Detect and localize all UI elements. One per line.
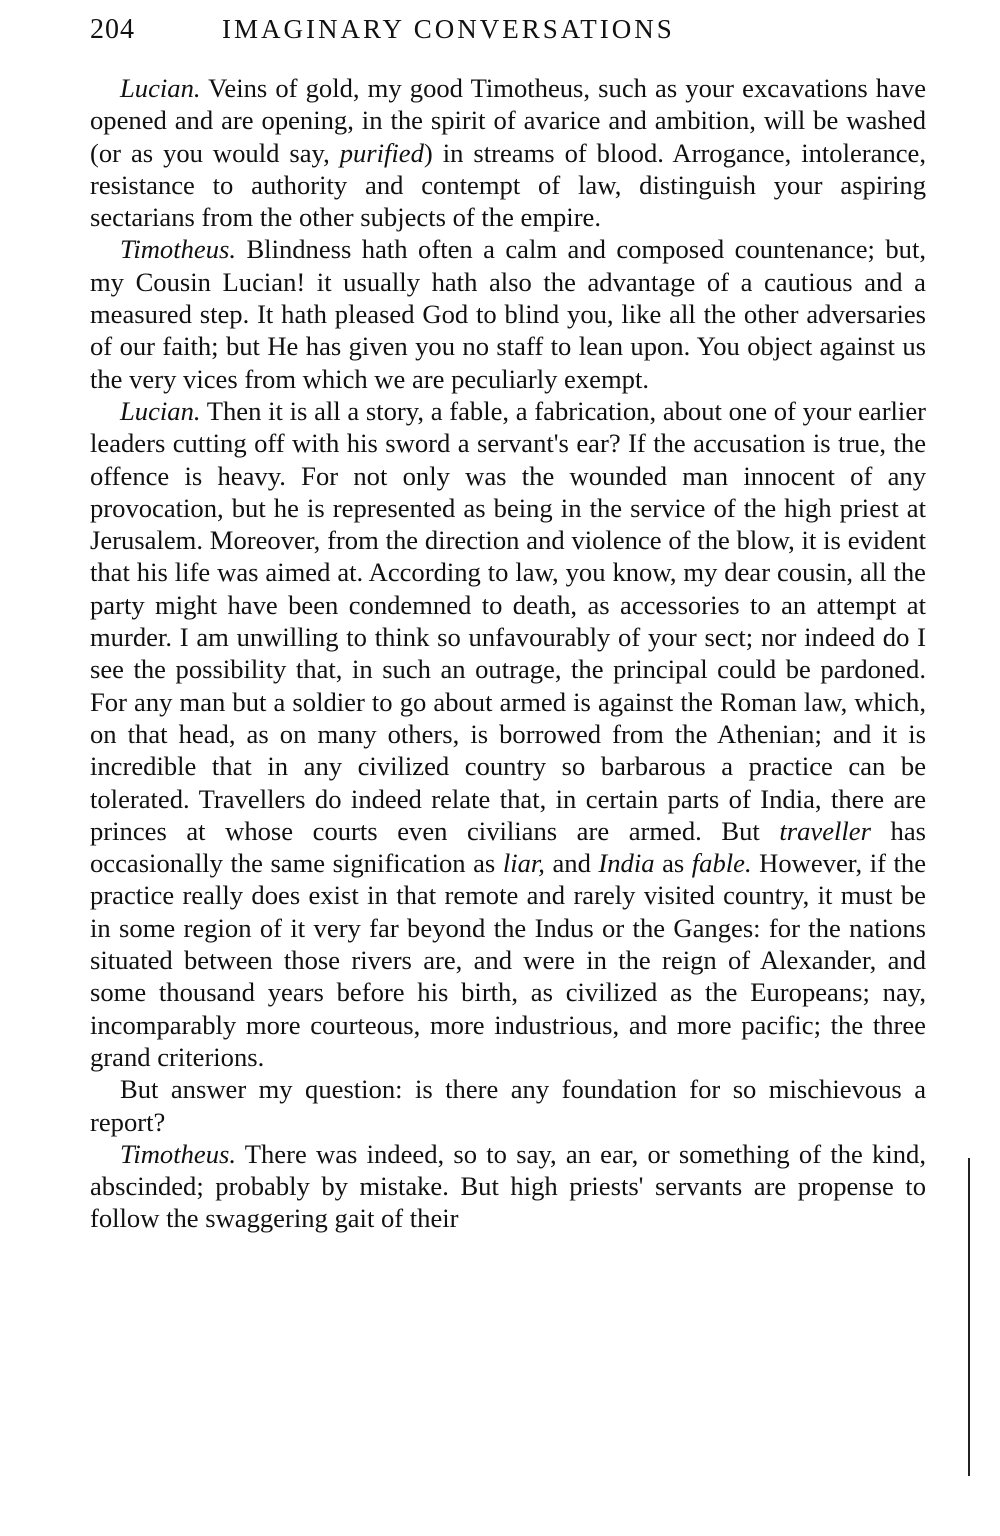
margin-rule: [968, 1158, 970, 1476]
paragraph-text: But answer my question: is there any foundation for so mischievous a report?: [90, 1074, 926, 1137]
paragraph-lucian-1: [90, 72, 926, 233]
paragraph-text: Then it is all a story, a fable, a fabrication, about one of your earlier leaders cutting off with his sword a servant's ear? If the accusation is true, the offence is heavy. For not only was the wounded man innocent of any provocation, but he is represented as being in the service of the high priest at Jerusalem. Moreover, from the direction and violence of the blow, it is evident that his life was aimed at. According to law, you know, my dear cousin, all the party might have been condemned to death, as accessories to an attempt at murder. I am unwilling to think so unfavourably of your sect; nor indeed do I see the possibility that, in such an outrage, the principal could be pardoned. For any man but a soldier to go about armed is against the Roman law, which, on that head, as on many others, is borrowed from the Athenian; and it is incredible that in any civilized country so barbarous a practice can be tolerated. Travellers do indeed relate that, in certain parts of India, there are princes at whose courts even civilians are armed. But: [90, 395, 926, 846]
paragraph-lucian-question: [90, 1073, 926, 1138]
body-text: [90, 72, 926, 1235]
speaker-name: Lucian.: [120, 73, 201, 103]
paragraph-text: Blindness hath often a calm and composed countenance; but, my Cousin Lucian! it usually hath also the advantage of a cautious and a measured step. It hath pleased God to blind you, like all the other adversaries of our faith; but He has given you no staff to lean upon. You object against us the very vices from which we are peculiarly exempt.: [90, 234, 926, 394]
paragraph-text: as: [654, 848, 692, 879]
emphasis-text: purified: [339, 137, 424, 168]
paragraph-text: and: [544, 848, 599, 879]
emphasis-text: traveller: [779, 815, 871, 846]
paragraph-text: ) in streams of blood. Arrogance, intolerance, resistance to authority and contempt of law, distinguish your aspiring sectarians from the other subjects of the empire.: [90, 137, 926, 233]
page-header: [90, 14, 926, 60]
emphasis-text: India: [598, 848, 655, 879]
speaker-name: Timotheus.: [120, 234, 236, 265]
paragraph-text: Veins of gold, my good Timotheus, such as your excavations have opened and are opening, in the spirit of avarice and ambition, will be washed (or as you would say,: [90, 73, 926, 168]
paragraph-text: However, if the practice really does exist in that remote and rarely visited country, it must be in some region of it very far beyond the Indus or the Ganges: for the nations situated between those rivers are, and were in the reign of Alexander, and some thousand years before his birth, as civilized as the Europeans; nay, incomparably more courteous, more industrious, and more pacific; the three grand criterions.: [90, 848, 926, 1072]
paragraph-timotheus-2: [90, 1138, 926, 1235]
running-title: IMAGINARY CONVERSATIONS: [222, 14, 675, 44]
paragraph-text: has occasionally the same signification as: [90, 815, 926, 879]
emphasis-text: liar,: [502, 848, 545, 879]
paragraph-lucian-2: [90, 395, 926, 1073]
paragraph-timotheus-1: [90, 233, 926, 394]
paragraph-text: There was indeed, so to say, an ear, or something of the kind, abscinded; probably by mistake. But high priests' servants are propense to follow the swaggering gait of their: [90, 1138, 926, 1234]
page-number: 204: [90, 14, 135, 45]
speaker-name: Lucian.: [120, 395, 201, 426]
book-page: [90, 14, 926, 1235]
speaker-name: Timotheus.: [120, 1138, 236, 1169]
emphasis-text: fable.: [691, 848, 752, 879]
